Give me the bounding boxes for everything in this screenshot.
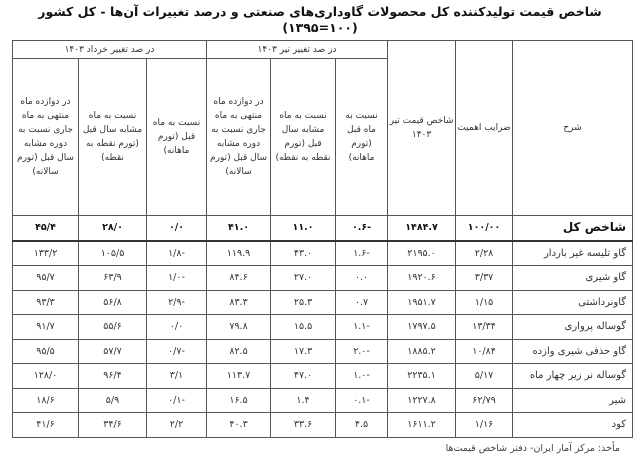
cell-name: کود	[513, 413, 633, 438]
cell-kh-y: ۵۷/۷	[79, 339, 147, 364]
cell-name: گاو شیری	[513, 266, 633, 291]
cell-tir-a: ۷۹.۸	[207, 315, 271, 340]
cell-kh-m: -۲/۹	[147, 290, 207, 315]
cell-kh-a: ۱۲۸/۰	[13, 364, 79, 389]
header-khordad-annual: در دوازده ماه منتهی به ماه جاری نسبت به دوره مشابه سال قبل (تورم سالانه)	[13, 59, 79, 216]
header-tir-group: در صد تغییر تیر ۱۴۰۳	[207, 41, 388, 59]
cell-name: گوساله نر زیر چهار ماه	[513, 364, 633, 389]
cell-index: ۱۶۱۱.۲	[388, 413, 456, 438]
cell-kh-m: -۰/۱	[147, 388, 207, 413]
cell-tir-a: ۱۶.۵	[207, 388, 271, 413]
cell-weight: ۵/۱۷	[456, 364, 513, 389]
cell-kh-m: -۱/۸	[147, 241, 207, 266]
table-title: شاخص قیمت تولیدکننده کل محصولات گاوداری‌های صنعتی و درصد تغییرات آن‌ها - کل کشور (۱۰۰=۱۳۹۵)	[38, 4, 602, 35]
cell-kh-m: ۰/۰	[147, 315, 207, 340]
cell-tir-a: ۱۱۳.۷	[207, 364, 271, 389]
header-tir-yoy: نسبت به ماه مشابه سال قبل (تورم نقطه به نقطه)	[271, 59, 336, 216]
header-tir-monthly: نسبت به ماه قبل (تورم ماهانه)	[336, 59, 388, 216]
cell-weight: ۶۲/۷۹	[456, 388, 513, 413]
cell-tir-y: ۱۱.۰	[271, 216, 336, 241]
table-row	[13, 388, 633, 413]
price-index-table	[12, 40, 633, 438]
cell-tir-a: ۸۲.۵	[207, 339, 271, 364]
cell-weight: ۲/۲۸	[456, 241, 513, 266]
cell-tir-y: ۴۷.۰	[271, 364, 336, 389]
cell-index: ۲۲۳۵.۱	[388, 364, 456, 389]
cell-name: گاو تلیسه غیر باردار	[513, 241, 633, 266]
table-row	[13, 315, 633, 340]
cell-index: ۲۱۹۵.۰	[388, 241, 456, 266]
cell-tir-m: ۴.۵	[336, 413, 388, 438]
cell-kh-a: ۴۵/۴	[13, 216, 79, 241]
cell-kh-a: ۹۱/۷	[13, 315, 79, 340]
cell-index: ۱۹۲۰.۶	[388, 266, 456, 291]
cell-weight: ۱/۱۶	[456, 413, 513, 438]
cell-tir-a: ۱۱۹.۹	[207, 241, 271, 266]
cell-tir-y: ۲۷.۰	[271, 266, 336, 291]
cell-kh-m: -۱/۰	[147, 266, 207, 291]
header-index: شاخص قیمت تیر ۱۴۰۳	[388, 41, 456, 216]
cell-tir-y: ۱.۴	[271, 388, 336, 413]
cell-weight: ۱۰۰/۰۰	[456, 216, 513, 241]
cell-tir-y: ۱۷.۳	[271, 339, 336, 364]
cell-index: ۱۲۲۷.۸	[388, 388, 456, 413]
cell-kh-m: -۰/۷	[147, 339, 207, 364]
cell-name: گاونرداشتی	[513, 290, 633, 315]
cell-kh-a: ۹۵/۵	[13, 339, 79, 364]
cell-tir-y: ۱۵.۵	[271, 315, 336, 340]
header-tir-annual: در دوازده ماه منتهی به ماه جاری نسبت به دوره مشابه سال قبل (تورم سالانه)	[207, 59, 271, 216]
cell-kh-a: ۱۳۳/۲	[13, 241, 79, 266]
cell-tir-a: ۸۴.۶	[207, 266, 271, 291]
cell-index: ۱۸۸۵.۲	[388, 339, 456, 364]
cell-kh-a: ۴۱/۶	[13, 413, 79, 438]
cell-kh-m: ۳/۱	[147, 364, 207, 389]
cell-name: گوساله پرواری	[513, 315, 633, 340]
cell-name: شاخص کل	[513, 216, 633, 241]
cell-tir-y: ۴۳.۰	[271, 241, 336, 266]
cell-kh-a: ۹۳/۳	[13, 290, 79, 315]
cell-kh-a: ۱۸/۶	[13, 388, 79, 413]
cell-kh-m: ۰/۰	[147, 216, 207, 241]
cell-kh-y: ۳۴/۶	[79, 413, 147, 438]
cell-name: گاو حذفی شیری وازده	[513, 339, 633, 364]
cell-kh-y: ۹۶/۴	[79, 364, 147, 389]
cell-kh-y: ۱۰۵/۵	[79, 241, 147, 266]
cell-kh-y: ۵/۹	[79, 388, 147, 413]
cell-kh-m: ۲/۲	[147, 413, 207, 438]
table-body	[13, 216, 633, 438]
cell-tir-m: -۰.۱	[336, 388, 388, 413]
cell-tir-y: ۲۵.۳	[271, 290, 336, 315]
header-description: شرح	[513, 41, 633, 216]
cell-index: ۱۴۸۴.۷	[388, 216, 456, 241]
cell-tir-a: ۴۱.۰	[207, 216, 271, 241]
cell-tir-m: -۱.۱	[336, 315, 388, 340]
source-note: مأخذ: مرکز آمار ایران- دفتر شاخص قیمت‌ها	[445, 442, 620, 454]
header-khordad-monthly: نسبت به ماه قبل (تورم ماهانه)	[147, 59, 207, 216]
cell-tir-m: -۲.۰	[336, 339, 388, 364]
table-row	[13, 290, 633, 315]
cell-kh-a: ۹۵/۷	[13, 266, 79, 291]
cell-kh-y: ۵۵/۶	[79, 315, 147, 340]
cell-kh-y: ۵۶/۸	[79, 290, 147, 315]
table-row	[13, 364, 633, 389]
cell-name: شیر	[513, 388, 633, 413]
cell-weight: ۱۰/۸۴	[456, 339, 513, 364]
cell-tir-m: -۱.۰	[336, 364, 388, 389]
cell-tir-m: ۰.۷	[336, 290, 388, 315]
cell-tir-m: -۰.۶	[336, 216, 388, 241]
cell-tir-a: ۴۰.۳	[207, 413, 271, 438]
table-row	[13, 413, 633, 438]
cell-tir-a: ۸۳.۳	[207, 290, 271, 315]
cell-tir-m: ۰.۰	[336, 266, 388, 291]
table-row	[13, 339, 633, 364]
cell-kh-y: ۶۳/۹	[79, 266, 147, 291]
header-weights: ضرایب اهمیت	[456, 41, 513, 216]
cell-kh-y: ۲۸/۰	[79, 216, 147, 241]
header-khordad-group: در صد تغییر خرداد ۱۴۰۳	[13, 41, 207, 59]
table-row	[13, 241, 633, 266]
cell-index: ۱۹۵۱.۷	[388, 290, 456, 315]
table-row-total	[13, 216, 633, 241]
cell-weight: ۱/۱۵	[456, 290, 513, 315]
cell-weight: ۳/۳۷	[456, 266, 513, 291]
cell-weight: ۱۳/۳۴	[456, 315, 513, 340]
header-khordad-yoy: نسبت به ماه مشابه سال قبل (تورم نقطه به نقطه)	[79, 59, 147, 216]
cell-tir-y: ۳۳.۶	[271, 413, 336, 438]
cell-index: ۱۷۹۷.۵	[388, 315, 456, 340]
cell-tir-m: -۱.۶	[336, 241, 388, 266]
table-row	[13, 266, 633, 291]
